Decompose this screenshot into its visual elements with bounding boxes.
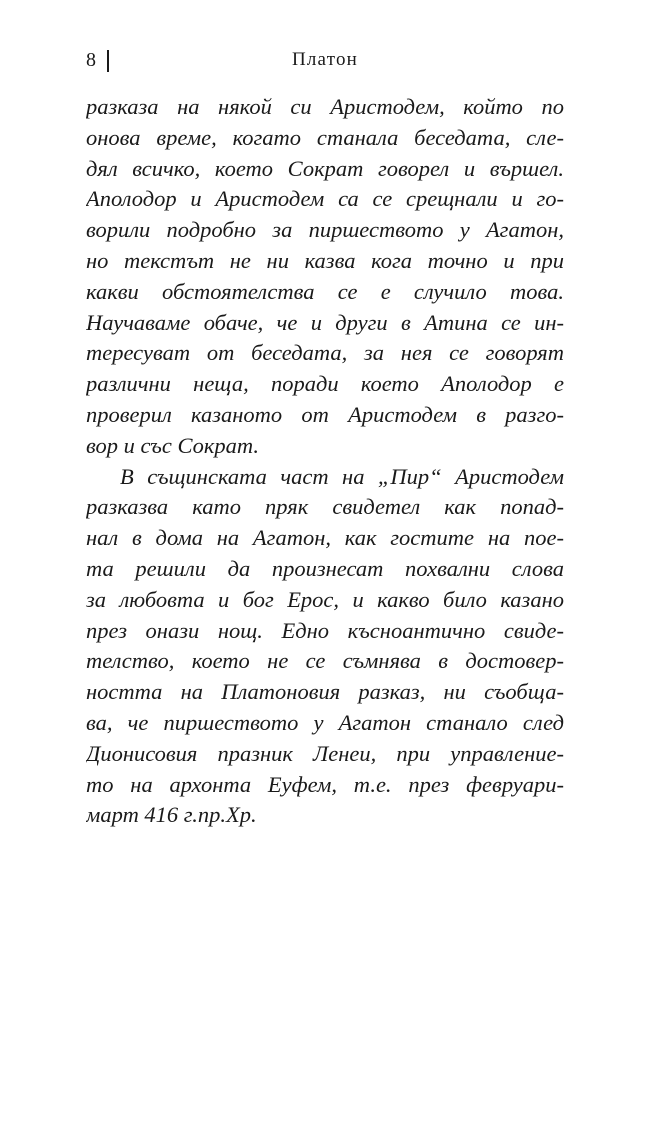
paragraph-2: [86, 462, 564, 832]
text-line: ността на Платоновия разказ, ни съобща-: [86, 679, 564, 705]
text-line: Аполодор и Аристодем са се срещнали и го-: [86, 186, 564, 212]
text-line: март 416 г.пр.Хр.: [86, 802, 257, 828]
text-line: Научаваме обаче, че и други в Атина се ин-: [86, 309, 564, 335]
text-line: нал в дома на Агатон, как гостите на поe-: [86, 525, 564, 551]
text-line: ва, че пиршеството у Агатон станало след: [86, 709, 564, 735]
text-line: ворили подробно за пиршеството у Агатон,: [86, 217, 564, 243]
running-head: [86, 46, 564, 76]
text-line: вор и със Сократ.: [86, 432, 260, 458]
text-line: онова време, когато станала беседата, сле-: [86, 124, 564, 150]
text-line: телство, което не се съмнява в достовер-: [86, 648, 564, 674]
text-line: но текстът не ни казва кога точно и при: [86, 247, 564, 273]
text-line: разказа на някой си Аристодем, който по: [86, 94, 564, 119]
text-line: проверил казаното от Аристодем в разго-: [86, 401, 564, 427]
text-line: какви обстоятелства се е случило това.: [86, 278, 564, 304]
text-line: В същинската част на „Пир“ Аристодем: [120, 463, 564, 489]
text-line: то на архонта Еуфем, т.е. през февруари-: [86, 771, 564, 797]
text-line: за любовта и бог Ерос, и какво било казано: [86, 586, 564, 612]
text-line: през онази нощ. Едно късноантично свиде-: [86, 617, 564, 643]
body-text: [86, 92, 564, 831]
text-line: тересуват от беседата, за нея се говорят: [86, 340, 564, 366]
paragraph-1: [86, 92, 564, 462]
text-line: та решили да произнесат похвални слова: [86, 555, 564, 581]
page-number: 8: [86, 49, 96, 71]
header-title: Платон: [291, 49, 359, 70]
text-line: разказва като пряк свидетел как попад-: [86, 494, 564, 520]
text-line: различни неща, поради което Аполодор е: [86, 371, 564, 397]
text-line: дял всичко, което Сократ говорел и вършел.: [86, 155, 564, 181]
text-line: Дионисовия празник Ленеи, при управление-: [86, 740, 564, 766]
